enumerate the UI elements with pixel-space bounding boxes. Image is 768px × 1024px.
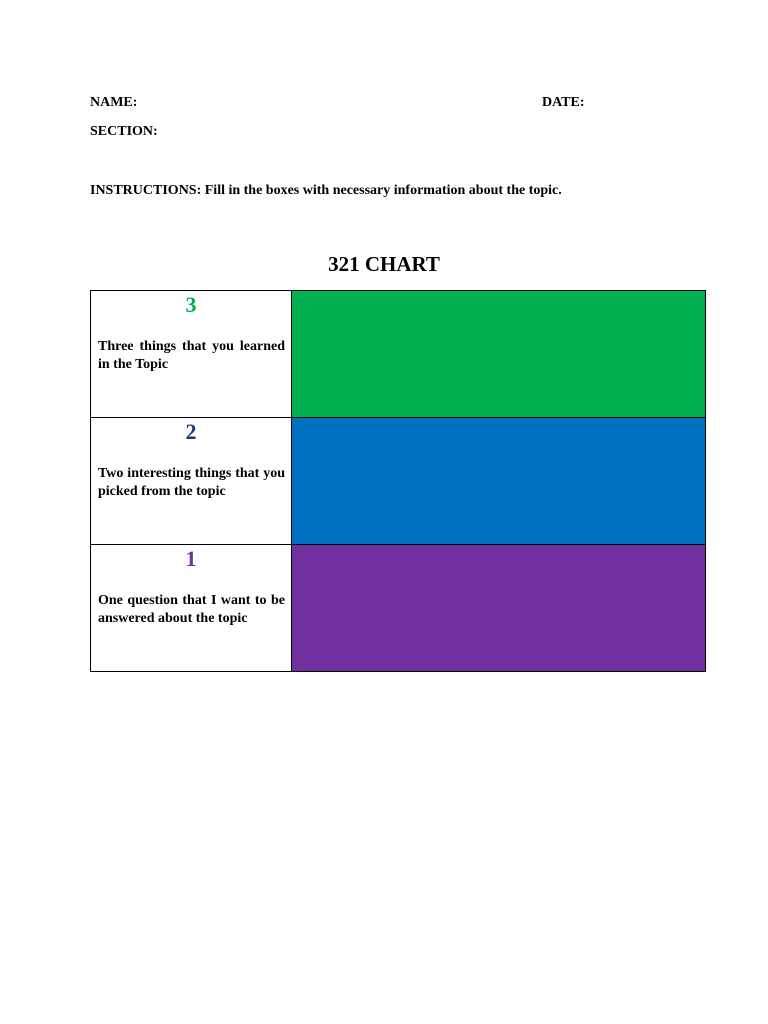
chart-title: 321 CHART <box>328 252 440 276</box>
row-number: 2 <box>185 419 197 444</box>
row-description: One question that I want to be answered about the topic <box>98 593 285 626</box>
row-label-cell <box>91 291 292 418</box>
instructions-text: INSTRUCTIONS: Fill in the boxes with necessary information about the topic. <box>90 183 562 198</box>
answer-box-three[interactable] <box>292 291 706 418</box>
chart-table <box>90 290 706 672</box>
answer-box-one[interactable] <box>292 545 706 672</box>
row-label-cell <box>91 418 292 545</box>
row-label-cell <box>91 545 292 672</box>
row-description: Three things that you learned in the Topic <box>98 339 285 372</box>
row-number: 1 <box>185 546 197 571</box>
chart-row-one <box>91 545 706 672</box>
chart-row-three <box>91 291 706 418</box>
row-description: Two interesting things that you picked from the topic <box>98 466 285 499</box>
row-number: 3 <box>185 292 197 317</box>
answer-box-two[interactable] <box>292 418 706 545</box>
section-label: SECTION: <box>90 124 158 139</box>
chart-row-two <box>91 418 706 545</box>
date-label: DATE: <box>542 95 585 110</box>
name-label: NAME: <box>90 95 138 110</box>
